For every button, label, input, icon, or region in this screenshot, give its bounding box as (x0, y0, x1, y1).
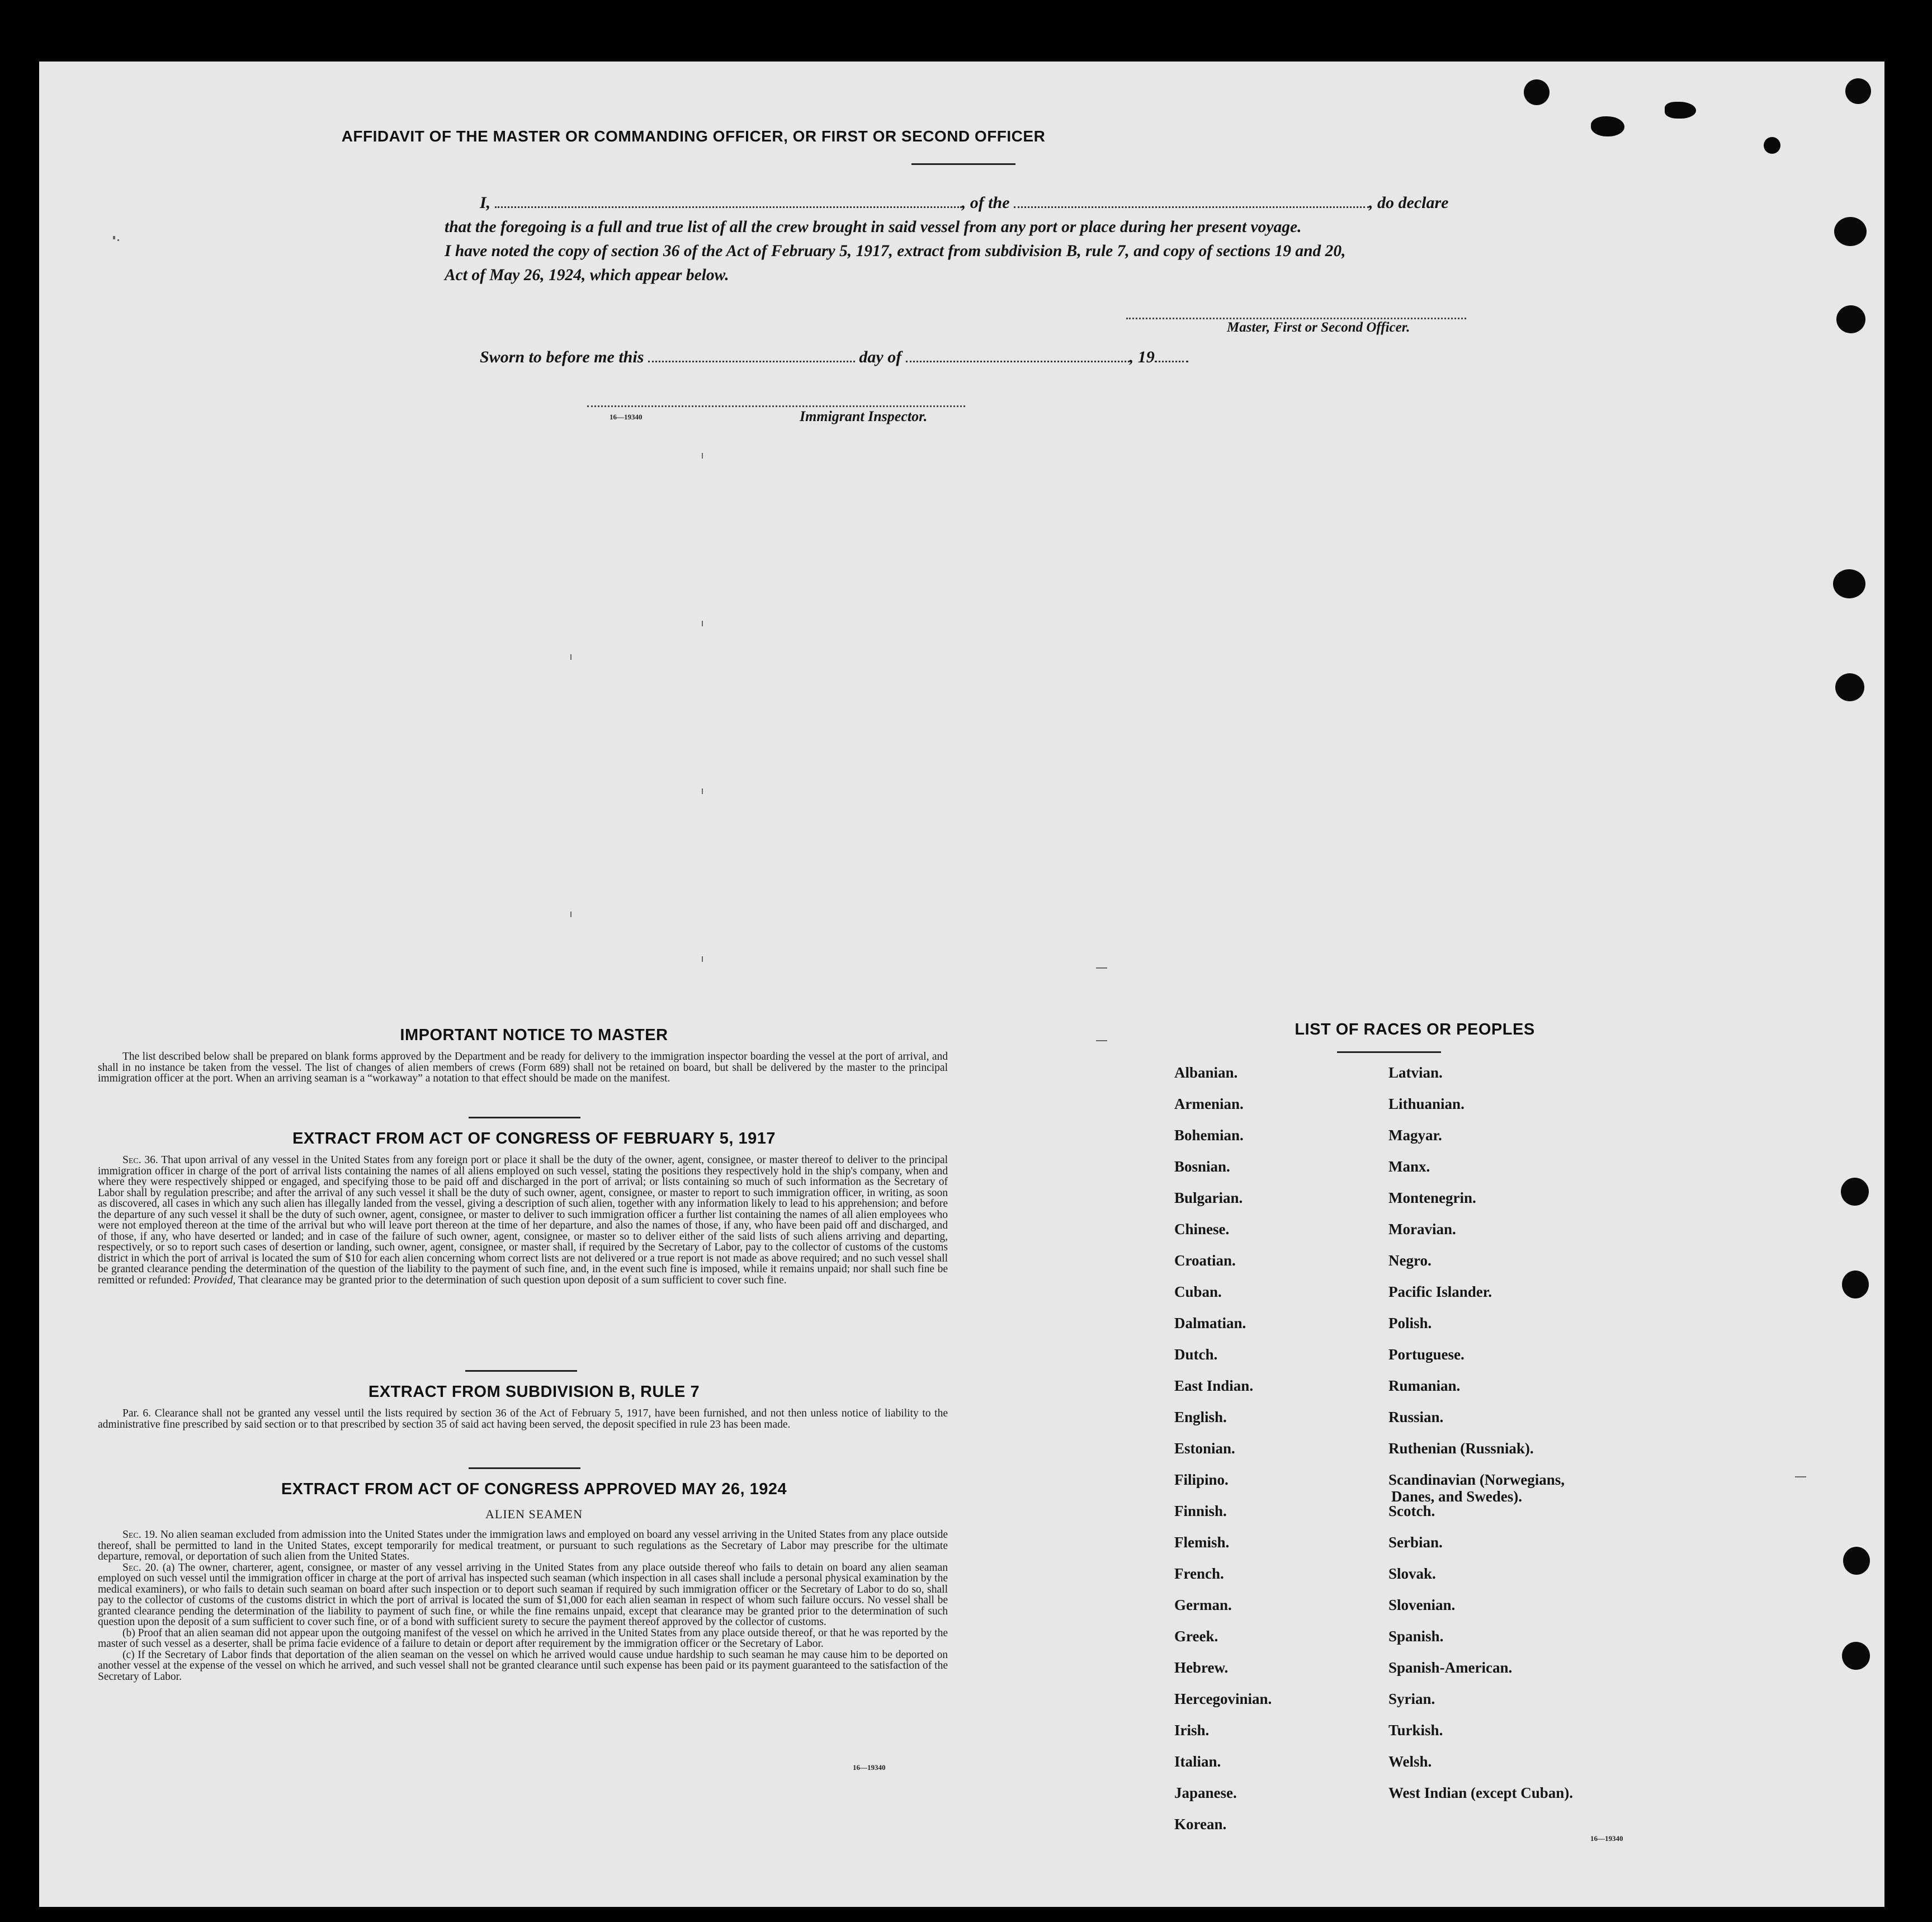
inspector-signature-line (587, 405, 965, 407)
binder-hole (1834, 217, 1867, 246)
section-36-text: That upon arrival of any vessel in the United States from any foreign port or place it shall be the duty of the owner, agent, consignee, or master thereof to deliver to the principal immigration officer in charge of the port of arrival lists containing the names of all aliens employed on such vessel, stating the positions they respectively hold in the ship's company, when and where they were respectively shipped or engaged, and specifying those to be paid off and discharged in the port of arrival; or lists containing so much of such information as the Secretary of Labor shall by regulation prescribe; and after the arrival of any such vessel it shall be the duty of such owner, agent, consignee, or master to report to such immigration officer, in writing, as soon as discovered, all cases in which any such alien has illegally landed from the vessel, giving a description of such alien, together with any information likely to lead to his apprehension; and before the departure of any such vessel it shall be the duty of such owner, agent, consignee, or master to deliver to such immigration officer a further list containing the names of all alien employees who were not employed thereon at the time of the arrival but who will leave port thereon at the time of her departure, and also the names of those, if any, who have been paid off and discharged, and of those, if any, who have deserted or landed; and in case of the failure of such owner, agent, consignee, or master so to deliver either of the said lists of such aliens arriving and departing, respectively, or so to report such cases of desertion or landing, such owner, agent, consignee, or master shall, if required by the Secretary of Labor, pay to the collector of customs of the customs district in which the port of arrival is located the sum of $10 for each alien concerning whom correct lists are not delivered or a true report is not made as above required; and no such vessel shall be granted clearance pending the determination of the question of the liability to the payment of such fine, and, in the event such fine is imposed, while it remains unpaid; nor shall such fine be remitted or refunded: (98, 1154, 948, 1286)
binder-hole (1836, 305, 1865, 333)
proviso-text: That clearance may be granted prior to the determination of such question upon deposit of a sum sufficient to cover such fine. (238, 1274, 787, 1286)
section-36-label: Sec. 36. (122, 1154, 158, 1166)
binder-hole (1764, 137, 1780, 154)
speck (702, 621, 703, 626)
binder-hole (1835, 673, 1864, 701)
extract-1917-body (98, 1155, 948, 1286)
section-19-label: Sec. 19. (122, 1529, 158, 1541)
inspector-label: Immigrant Inspector. (800, 408, 928, 424)
speck (570, 912, 571, 917)
declaration-line-2: that the foregoing is a full and true list of all the crew brought in said vessel from any port or place during her present voyage. (445, 218, 1302, 236)
do-declare-text: , do declare (1369, 193, 1449, 212)
race-entry: Manx. (1388, 1158, 1430, 1175)
race-entry: Armenian. (1174, 1095, 1244, 1112)
race-entry: Serbian. (1388, 1534, 1443, 1551)
race-entry: Russian. (1388, 1409, 1444, 1425)
race-entry: Welsh. (1388, 1753, 1432, 1770)
race-entry: East Indian. (1174, 1377, 1254, 1394)
speck (702, 453, 703, 459)
rule7-paragraph: Par. 6. Clearance shall not be granted any vessel until the lists required by section 36 of the Act of February 5, 1917, have been furnished, and not then unless notice of liability to the administrative fine prescribed by said section or to that prescribed by section 35 of said act having been served, the deposit specified in rule 23 has been made. (98, 1408, 948, 1430)
declaration-line-3: I have noted the copy of section 36 of the Act of February 5, 1917, extract from subdivision B, rule 7, and copy of sections 19 and 20, (445, 242, 1346, 260)
of-the-text: , of the (961, 193, 1010, 212)
section-20-label: Sec. 20. (122, 1561, 159, 1574)
race-entry: Italian. (1174, 1753, 1221, 1770)
race-entry: Chinese. (1174, 1221, 1230, 1238)
race-entry: Slovenian. (1388, 1597, 1456, 1613)
race-entry: English. (1174, 1409, 1227, 1425)
binder-hole (1524, 79, 1550, 105)
race-entry: Scotch. (1388, 1503, 1435, 1519)
race-entry: Cuban. (1174, 1283, 1222, 1300)
race-entry: Syrian. (1388, 1690, 1435, 1707)
proviso-word: Provided, (193, 1274, 236, 1286)
race-entry: Moravian. (1388, 1221, 1456, 1238)
race-entry: Polish. (1388, 1315, 1432, 1331)
declarant-prefix: I, (480, 193, 491, 212)
race-entry: Hebrew. (1174, 1659, 1229, 1676)
section-20a-text: (a) The owner, charterer, agent, consignee, or master of any vessel arriving in the United States from any place outside thereof who fails to detain on board any alien seaman employed on such vessel until the immigration officer in charge at the port of arrival has inspected such seaman (which inspection in all cases shall include a personal physical examination by the medical examiners), or who fails to detain such seaman on board after such inspection or to deport such seaman if required by such immigration officer or the Secretary of Labor to do so, shall pay to the collector of customs of the customs district in which the port of arrival is located the sum of $1,000 for each alien seaman in respect of whom such failure occurs. No vessel shall be granted clearance pending the determination of the liability to payment of such fine, or while the fine remains unpaid, except that clearance may be granted prior to the determination of such question upon the deposit of a sum sufficient to cover such fine, or of a bond with sufficient surety to secure the payment thereof approved by the collector of customs. (98, 1561, 948, 1628)
race-entry: Albanian. (1174, 1064, 1238, 1081)
extract-rule7-body (98, 1408, 948, 1430)
race-entry: Filipino. (1174, 1471, 1229, 1488)
speck (702, 956, 703, 962)
race-entry: Rumanian. (1388, 1377, 1461, 1394)
races-title-underline (1337, 1051, 1441, 1053)
sworn-month-blank (906, 358, 1130, 362)
binder-hole (1833, 569, 1865, 598)
race-entry: Danes, and Swedes). (1391, 1488, 1523, 1505)
race-entry: Bohemian. (1174, 1127, 1244, 1144)
race-entry: Pacific Islander. (1388, 1283, 1492, 1300)
race-entry: Greek. (1174, 1628, 1218, 1645)
race-entry: Dutch. (1174, 1346, 1218, 1363)
affidavit-form-number: 16—19340 (610, 413, 643, 421)
race-entry: Finnish. (1174, 1503, 1227, 1519)
extract-form-number: 16—19340 (853, 1763, 886, 1772)
binder-hole (1591, 116, 1624, 136)
master-signature-label: Master, First or Second Officer. (1227, 320, 1410, 335)
speck (1795, 1476, 1806, 1477)
speck (702, 788, 703, 794)
race-entry: Bosnian. (1174, 1158, 1230, 1175)
binder-hole (1841, 1178, 1869, 1206)
notice-body (98, 1051, 948, 1084)
race-entry: Slovak. (1388, 1565, 1436, 1582)
declaration-line-1 (480, 193, 1448, 212)
section-20c-paragraph: (c) If the Secretary of Labor finds that deportation of the alien seaman on the vessel on which he arrived would cause undue hardship to such seaman he may cause him to be deported on another vessel at the expense of the vessel on which he arrived, and such vessel shall not be granted clearance until such expense has been paid or its payment guaranteed to the satisfaction of the Secretary of Labor. (98, 1649, 948, 1683)
race-entry: Bulgarian. (1174, 1189, 1243, 1206)
alien-seamen-subtitle: ALIEN SEAMEN (485, 1507, 583, 1521)
extract-1917-title: EXTRACT FROM ACT OF CONGRESS OF FEBRUARY 5, 1917 (292, 1130, 776, 1147)
section-19-text: No alien seaman excluded from admission into the United States under the immigration laws and employed on board any vessel arriving in the United States from any place outside thereof, shall be permitted to land in the United States, except temporarily for medical treatment, or pursuant to such regulations as the Secretary of Labor may prescribe for the ultimate departure, removal, or deportation of such alien from the United States. (98, 1529, 948, 1562)
extract-rule7-title: EXTRACT FROM SUBDIVISION B, RULE 7 (368, 1383, 700, 1401)
race-entry: Turkish. (1388, 1722, 1443, 1739)
extract-1924-title: EXTRACT FROM ACT OF CONGRESS APPROVED MAY 26, 1924 (281, 1480, 787, 1498)
section-19-paragraph (98, 1529, 948, 1562)
sworn-year-blank (1155, 358, 1188, 362)
races-form-number: 16—19340 (1590, 1834, 1623, 1843)
speck (1096, 967, 1107, 969)
sworn-day-of: day of (859, 348, 902, 366)
title-underline (911, 163, 1015, 165)
race-entry: Magyar. (1388, 1127, 1442, 1144)
race-entry: German. (1174, 1597, 1232, 1613)
race-entry: Flemish. (1174, 1534, 1230, 1551)
binder-hole (1665, 102, 1696, 119)
section-20b-paragraph: (b) Proof that an alien seaman did not appear upon the outgoing manifest of the vessel on which he arrived in the United States from any place outside thereof, or that he was reported by the master of such vessel as a deserter, shall be prima facie evidence of a failure to detain or deport after requirement by the immigration officer or the Secretary of Labor. (98, 1627, 948, 1650)
sworn-day-blank (648, 358, 855, 362)
race-entry: Lithuanian. (1388, 1095, 1465, 1112)
race-entry: Spanish-American. (1388, 1659, 1513, 1676)
binder-hole (1843, 1547, 1870, 1575)
race-entry: Spanish. (1388, 1628, 1444, 1645)
sworn-year-prefix: , 19 (1129, 348, 1155, 366)
races-title: LIST OF RACES OR PEOPLES (1295, 1021, 1535, 1038)
speck (570, 654, 571, 660)
race-entry: French. (1174, 1565, 1224, 1582)
speck (1096, 1040, 1107, 1041)
race-entry: Portuguese. (1388, 1346, 1465, 1363)
sworn-prefix: Sworn to before me this (480, 348, 644, 366)
race-entry: Croatian. (1174, 1252, 1236, 1269)
speck (113, 236, 115, 239)
binder-hole (1842, 1271, 1869, 1298)
master-signature-line (1126, 318, 1466, 319)
race-entry: Dalmatian. (1174, 1315, 1246, 1331)
race-entry: Japanese. (1174, 1784, 1237, 1801)
section-divider (465, 1370, 577, 1372)
race-entry: Irish. (1174, 1722, 1210, 1739)
race-entry: Latvian. (1388, 1064, 1443, 1081)
race-entry: Ruthenian (Russniak). (1388, 1440, 1534, 1457)
section-36-paragraph (98, 1155, 948, 1286)
race-entry: Negro. (1388, 1252, 1432, 1269)
race-entry: Estonian. (1174, 1440, 1235, 1457)
form-sheet (39, 62, 1884, 1907)
extract-1924-body (98, 1529, 948, 1682)
notice-text: The list described below shall be prepared on blank forms approved by the Department and be ready for delivery to the immigration inspector boarding the vessel at the port of arrival, and shall in no instance be taken from the vessel. The list of changes of alien members of crews (Form 689) shall not be retained on board, but shall be delivered by the master to the principal immigration officer at the port. When an arriving seaman is a “workaway” a notation to that effect should be made on the manifest. (98, 1051, 948, 1084)
race-entry: Korean. (1174, 1816, 1227, 1833)
section-20a-paragraph (98, 1562, 948, 1628)
binder-hole (1845, 78, 1871, 104)
affidavit-title: AFFIDAVIT OF THE MASTER OR COMMANDING OFFICER, OR FIRST OR SECOND OFFICER (341, 127, 1046, 145)
speck (117, 239, 119, 241)
race-entry: Scandinavian (Norwegians, (1388, 1471, 1565, 1488)
declaration-line-4: Act of May 26, 1924, which appear below. (445, 266, 729, 284)
declarant-name-blank (495, 204, 962, 208)
section-divider (469, 1117, 580, 1118)
sworn-line (480, 348, 1188, 367)
notice-title: IMPORTANT NOTICE TO MASTER (400, 1026, 668, 1044)
race-entry: Montenegrin. (1388, 1189, 1476, 1206)
vessel-name-blank (1014, 204, 1369, 208)
race-entry: Hercegovinian. (1174, 1690, 1272, 1707)
binder-hole (1842, 1642, 1870, 1670)
race-entry: West Indian (except Cuban). (1388, 1784, 1574, 1801)
section-divider (469, 1467, 580, 1469)
